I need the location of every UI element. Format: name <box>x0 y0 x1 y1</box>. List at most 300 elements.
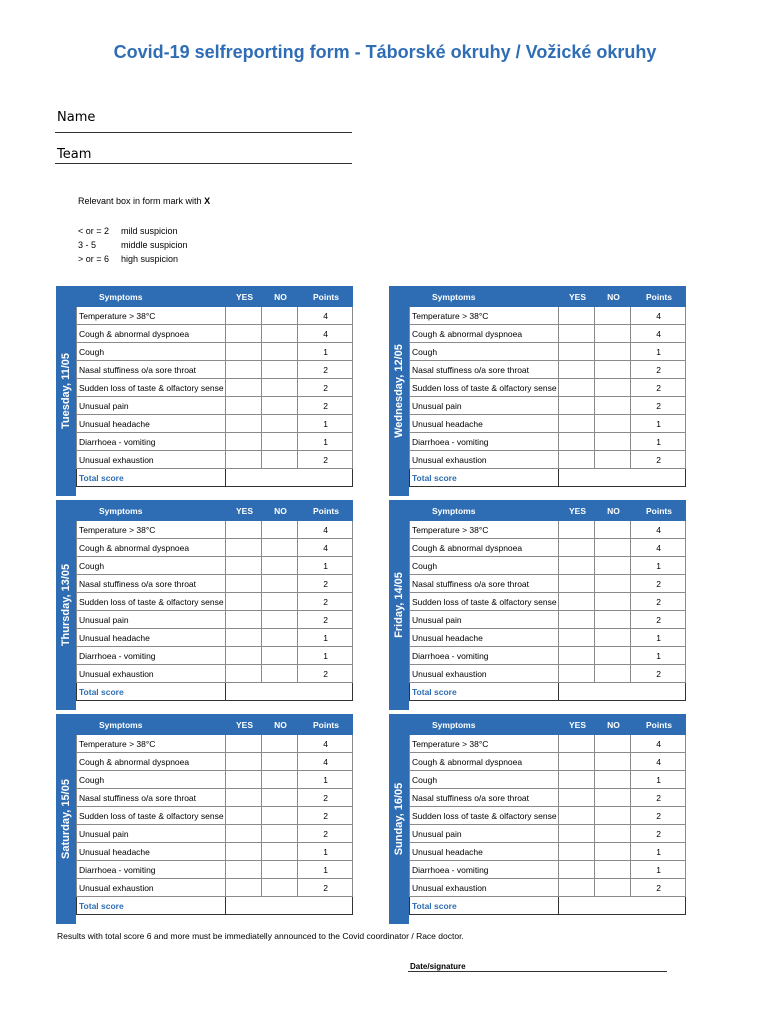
table-row <box>410 629 686 647</box>
table-row <box>410 611 686 629</box>
yes-checkbox[interactable] <box>226 557 262 575</box>
no-checkbox[interactable] <box>595 807 631 825</box>
yes-checkbox[interactable] <box>559 521 595 539</box>
table-header <box>77 287 353 307</box>
yes-checkbox[interactable] <box>559 861 595 879</box>
symptom-table <box>76 714 353 915</box>
symptom-points: 4 <box>298 307 353 325</box>
day-label: Thursday, 13/05 <box>60 563 72 647</box>
symptom-points: 2 <box>298 807 353 825</box>
no-checkbox[interactable] <box>262 343 298 361</box>
symptom-name: Temperature > 38°C <box>77 735 226 753</box>
header-no: NO <box>262 715 298 735</box>
no-checkbox[interactable] <box>262 807 298 825</box>
symptom-points: 4 <box>631 307 686 325</box>
no-checkbox[interactable] <box>262 451 298 469</box>
symptom-points: 4 <box>631 735 686 753</box>
symptom-points: 1 <box>298 557 353 575</box>
yes-checkbox[interactable] <box>226 379 262 397</box>
total-score-field[interactable] <box>559 683 686 701</box>
no-checkbox[interactable] <box>595 735 631 753</box>
no-checkbox[interactable] <box>262 379 298 397</box>
symptom-name: Unusual pain <box>410 397 559 415</box>
no-checkbox[interactable] <box>262 735 298 753</box>
no-checkbox[interactable] <box>262 415 298 433</box>
symptom-points: 4 <box>631 521 686 539</box>
symptom-points: 1 <box>631 557 686 575</box>
symptom-name: Nasal stuffiness o/a sore throat <box>410 361 559 379</box>
symptom-points: 1 <box>298 629 353 647</box>
symptom-points: 2 <box>631 379 686 397</box>
symptom-name: Cough & abnormal dyspnoea <box>410 325 559 343</box>
legend-range: < or = 2 <box>78 226 110 236</box>
no-checkbox[interactable] <box>262 843 298 861</box>
yes-checkbox[interactable] <box>226 307 262 325</box>
no-checkbox[interactable] <box>595 611 631 629</box>
no-checkbox[interactable] <box>262 575 298 593</box>
table-row <box>77 325 353 343</box>
table-row <box>410 807 686 825</box>
team-label: Team <box>57 147 92 162</box>
symptom-name: Unusual exhaustion <box>410 451 559 469</box>
no-checkbox[interactable] <box>262 433 298 451</box>
yes-checkbox[interactable] <box>226 789 262 807</box>
yes-checkbox[interactable] <box>559 789 595 807</box>
table-row <box>410 343 686 361</box>
header-points: Points <box>631 501 686 521</box>
no-checkbox[interactable] <box>262 861 298 879</box>
table-row <box>77 611 353 629</box>
table-row <box>410 647 686 665</box>
no-checkbox[interactable] <box>262 611 298 629</box>
table-row <box>410 575 686 593</box>
no-checkbox[interactable] <box>595 361 631 379</box>
instruction-note <box>78 196 210 206</box>
header-yes: YES <box>226 501 262 521</box>
header-yes: YES <box>559 287 595 307</box>
table-row <box>410 825 686 843</box>
yes-checkbox[interactable] <box>559 379 595 397</box>
symptom-name: Diarrhoea - vomiting <box>410 433 559 451</box>
table-row <box>77 433 353 451</box>
symptom-name: Diarrhoea - vomiting <box>77 433 226 451</box>
symptom-points: 1 <box>298 433 353 451</box>
symptom-table <box>76 500 353 701</box>
yes-checkbox[interactable] <box>226 593 262 611</box>
day-band <box>56 714 76 924</box>
no-checkbox[interactable] <box>595 557 631 575</box>
symptom-name: Unusual pain <box>77 825 226 843</box>
symptom-name: Cough & abnormal dyspnoea <box>77 753 226 771</box>
table-row <box>410 735 686 753</box>
symptom-points: 2 <box>298 789 353 807</box>
no-checkbox[interactable] <box>262 647 298 665</box>
yes-checkbox[interactable] <box>226 361 262 379</box>
symptom-points: 4 <box>298 735 353 753</box>
table-row <box>77 879 353 897</box>
yes-checkbox[interactable] <box>226 735 262 753</box>
yes-checkbox[interactable] <box>559 665 595 683</box>
no-checkbox[interactable] <box>595 575 631 593</box>
symptom-points: 2 <box>631 807 686 825</box>
yes-checkbox[interactable] <box>226 397 262 415</box>
table-row <box>410 593 686 611</box>
no-checkbox[interactable] <box>595 665 631 683</box>
no-checkbox[interactable] <box>262 521 298 539</box>
no-checkbox[interactable] <box>595 753 631 771</box>
symptom-points: 2 <box>298 825 353 843</box>
no-checkbox[interactable] <box>595 879 631 897</box>
day-band <box>389 286 409 496</box>
yes-checkbox[interactable] <box>559 397 595 415</box>
table-row <box>77 451 353 469</box>
symptom-name: Unusual pain <box>77 397 226 415</box>
header-symptoms: Symptoms <box>77 501 226 521</box>
no-checkbox[interactable] <box>262 789 298 807</box>
symptom-name: Sudden loss of taste & olfactory sense <box>410 807 559 825</box>
symptom-points: 2 <box>298 361 353 379</box>
no-checkbox[interactable] <box>595 843 631 861</box>
table-row <box>410 539 686 557</box>
day-band <box>56 500 76 710</box>
table-row <box>77 575 353 593</box>
symptom-name: Temperature > 38°C <box>410 307 559 325</box>
no-checkbox[interactable] <box>595 415 631 433</box>
total-score-field[interactable] <box>226 897 353 915</box>
symptom-name: Unusual exhaustion <box>77 451 226 469</box>
table-row <box>77 861 353 879</box>
symptom-name: Sudden loss of taste & olfactory sense <box>410 593 559 611</box>
no-checkbox[interactable] <box>262 397 298 415</box>
table-row <box>410 415 686 433</box>
no-checkbox[interactable] <box>595 397 631 415</box>
yes-checkbox[interactable] <box>226 575 262 593</box>
no-checkbox[interactable] <box>262 325 298 343</box>
symptom-points: 1 <box>298 343 353 361</box>
yes-checkbox[interactable] <box>559 647 595 665</box>
symptom-name: Unusual pain <box>77 611 226 629</box>
symptom-points: 2 <box>631 879 686 897</box>
symptom-points: 4 <box>631 753 686 771</box>
header-points: Points <box>298 501 353 521</box>
no-checkbox[interactable] <box>262 557 298 575</box>
yes-checkbox[interactable] <box>559 539 595 557</box>
symptom-points: 2 <box>298 397 353 415</box>
header-no: NO <box>595 287 631 307</box>
legend-row <box>78 226 178 236</box>
header-points: Points <box>298 715 353 735</box>
symptom-name: Nasal stuffiness o/a sore throat <box>410 789 559 807</box>
symptom-points: 2 <box>298 611 353 629</box>
total-score-field[interactable] <box>226 683 353 701</box>
no-checkbox[interactable] <box>595 433 631 451</box>
no-checkbox[interactable] <box>262 665 298 683</box>
signature-field[interactable] <box>408 971 667 972</box>
total-label: Total score <box>77 469 226 487</box>
yes-checkbox[interactable] <box>559 575 595 593</box>
symptom-name: Unusual headache <box>410 629 559 647</box>
symptom-points: 1 <box>631 415 686 433</box>
yes-checkbox[interactable] <box>559 771 595 789</box>
table-row <box>77 557 353 575</box>
symptom-points: 2 <box>631 575 686 593</box>
symptom-table <box>409 500 686 701</box>
symptom-name: Sudden loss of taste & olfactory sense <box>410 379 559 397</box>
symptom-points: 2 <box>631 397 686 415</box>
table-header <box>410 715 686 735</box>
symptom-points: 1 <box>631 433 686 451</box>
total-label: Total score <box>77 683 226 701</box>
yes-checkbox[interactable] <box>226 843 262 861</box>
symptom-points: 2 <box>631 451 686 469</box>
table-row <box>77 665 353 683</box>
table-row <box>77 843 353 861</box>
symptom-points: 2 <box>298 593 353 611</box>
yes-checkbox[interactable] <box>559 307 595 325</box>
symptom-table <box>409 286 686 487</box>
yes-checkbox[interactable] <box>226 879 262 897</box>
no-checkbox[interactable] <box>595 521 631 539</box>
table-row <box>77 771 353 789</box>
header-symptoms: Symptoms <box>410 501 559 521</box>
symptom-name: Unusual pain <box>410 611 559 629</box>
total-row <box>77 897 353 915</box>
day-band <box>56 286 76 496</box>
no-checkbox[interactable] <box>595 451 631 469</box>
no-checkbox[interactable] <box>262 629 298 647</box>
yes-checkbox[interactable] <box>226 539 262 557</box>
symptom-points: 2 <box>298 879 353 897</box>
symptom-points: 1 <box>631 629 686 647</box>
table-row <box>410 379 686 397</box>
header-yes: YES <box>226 715 262 735</box>
symptom-points: 4 <box>298 539 353 557</box>
symptom-points: 2 <box>631 789 686 807</box>
no-checkbox[interactable] <box>262 771 298 789</box>
header-points: Points <box>631 287 686 307</box>
symptom-points: 1 <box>298 771 353 789</box>
yes-checkbox[interactable] <box>559 843 595 861</box>
yes-checkbox[interactable] <box>559 451 595 469</box>
yes-checkbox[interactable] <box>559 611 595 629</box>
symptom-points: 2 <box>631 593 686 611</box>
legend-meaning: middle suspicion <box>121 240 188 250</box>
yes-checkbox[interactable] <box>226 753 262 771</box>
yes-checkbox[interactable] <box>226 807 262 825</box>
table-row <box>77 415 353 433</box>
yes-checkbox[interactable] <box>226 415 262 433</box>
no-checkbox[interactable] <box>595 307 631 325</box>
total-score-field[interactable] <box>226 469 353 487</box>
header-no: NO <box>262 287 298 307</box>
symptom-name: Unusual headache <box>77 629 226 647</box>
symptom-name: Temperature > 38°C <box>77 521 226 539</box>
symptom-name: Diarrhoea - vomiting <box>77 861 226 879</box>
symptom-points: 4 <box>298 753 353 771</box>
total-row <box>410 683 686 701</box>
symptom-name: Unusual pain <box>410 825 559 843</box>
day-band <box>389 714 409 924</box>
total-row <box>410 897 686 915</box>
symptom-points: 2 <box>631 825 686 843</box>
header-yes: YES <box>226 287 262 307</box>
yes-checkbox[interactable] <box>226 325 262 343</box>
symptom-name: Cough <box>77 343 226 361</box>
symptom-points: 1 <box>631 771 686 789</box>
yes-checkbox[interactable] <box>226 433 262 451</box>
table-row <box>410 557 686 575</box>
yes-checkbox[interactable] <box>226 629 262 647</box>
symptom-name: Nasal stuffiness o/a sore throat <box>77 575 226 593</box>
header-no: NO <box>262 501 298 521</box>
symptom-points: 1 <box>298 415 353 433</box>
no-checkbox[interactable] <box>262 539 298 557</box>
yes-checkbox[interactable] <box>226 521 262 539</box>
header-no: NO <box>595 715 631 735</box>
yes-checkbox[interactable] <box>559 361 595 379</box>
no-checkbox[interactable] <box>595 325 631 343</box>
symptom-points: 4 <box>298 325 353 343</box>
table-row <box>77 647 353 665</box>
table-header <box>410 287 686 307</box>
table-row <box>77 307 353 325</box>
symptom-points: 4 <box>631 539 686 557</box>
symptom-name: Unusual headache <box>77 415 226 433</box>
no-checkbox[interactable] <box>595 629 631 647</box>
name-field[interactable] <box>55 132 352 133</box>
yes-checkbox[interactable] <box>559 879 595 897</box>
no-checkbox[interactable] <box>595 379 631 397</box>
no-checkbox[interactable] <box>262 307 298 325</box>
yes-checkbox[interactable] <box>226 647 262 665</box>
yes-checkbox[interactable] <box>559 753 595 771</box>
table-row <box>410 307 686 325</box>
symptom-name: Temperature > 38°C <box>410 735 559 753</box>
yes-checkbox[interactable] <box>559 415 595 433</box>
symptom-name: Unusual exhaustion <box>410 879 559 897</box>
total-row <box>77 469 353 487</box>
symptom-name: Cough <box>410 343 559 361</box>
yes-checkbox[interactable] <box>559 735 595 753</box>
yes-checkbox[interactable] <box>226 665 262 683</box>
table-row <box>410 753 686 771</box>
no-checkbox[interactable] <box>262 879 298 897</box>
no-checkbox[interactable] <box>595 647 631 665</box>
table-row <box>77 825 353 843</box>
symptom-name: Unusual exhaustion <box>77 665 226 683</box>
yes-checkbox[interactable] <box>226 451 262 469</box>
yes-checkbox[interactable] <box>559 593 595 611</box>
table-row <box>410 843 686 861</box>
symptom-name: Cough & abnormal dyspnoea <box>410 753 559 771</box>
symptom-name: Cough & abnormal dyspnoea <box>410 539 559 557</box>
symptom-name: Sudden loss of taste & olfactory sense <box>77 593 226 611</box>
yes-checkbox[interactable] <box>226 861 262 879</box>
symptom-name: Diarrhoea - vomiting <box>410 861 559 879</box>
yes-checkbox[interactable] <box>226 611 262 629</box>
symptom-points: 1 <box>631 647 686 665</box>
symptom-points: 1 <box>631 343 686 361</box>
table-row <box>410 325 686 343</box>
yes-checkbox[interactable] <box>559 825 595 843</box>
symptom-points: 2 <box>298 665 353 683</box>
day-label: Friday, 14/05 <box>393 572 405 638</box>
legend-meaning: mild suspicion <box>121 226 178 236</box>
no-checkbox[interactable] <box>262 753 298 771</box>
no-checkbox[interactable] <box>595 861 631 879</box>
total-score-field[interactable] <box>559 469 686 487</box>
table-row <box>77 379 353 397</box>
yes-checkbox[interactable] <box>559 557 595 575</box>
yes-checkbox[interactable] <box>226 771 262 789</box>
no-checkbox[interactable] <box>595 771 631 789</box>
total-row <box>410 469 686 487</box>
symptom-points: 1 <box>631 861 686 879</box>
table-header <box>77 715 353 735</box>
symptom-points: 2 <box>631 665 686 683</box>
table-row <box>77 807 353 825</box>
day-band <box>389 500 409 710</box>
symptom-table <box>409 714 686 915</box>
no-checkbox[interactable] <box>262 361 298 379</box>
team-field[interactable] <box>55 163 352 164</box>
symptom-points: 1 <box>298 843 353 861</box>
header-symptoms: Symptoms <box>77 287 226 307</box>
yes-checkbox[interactable] <box>559 325 595 343</box>
table-row <box>77 753 353 771</box>
day-label: Tuesday, 11/05 <box>60 352 72 430</box>
table-row <box>77 397 353 415</box>
header-yes: YES <box>559 501 595 521</box>
no-checkbox[interactable] <box>262 825 298 843</box>
table-header <box>77 501 353 521</box>
signature-label: Date/signature <box>410 962 466 971</box>
yes-checkbox[interactable] <box>559 807 595 825</box>
legend-row <box>78 254 178 264</box>
yes-checkbox[interactable] <box>559 629 595 647</box>
yes-checkbox[interactable] <box>226 825 262 843</box>
symptom-points: 4 <box>298 521 353 539</box>
symptom-name: Cough & abnormal dyspnoea <box>77 325 226 343</box>
no-checkbox[interactable] <box>595 539 631 557</box>
yes-checkbox[interactable] <box>226 343 262 361</box>
symptom-points: 4 <box>631 325 686 343</box>
symptom-name: Cough & abnormal dyspnoea <box>77 539 226 557</box>
no-checkbox[interactable] <box>595 593 631 611</box>
total-label: Total score <box>410 897 559 915</box>
total-label: Total score <box>410 469 559 487</box>
symptom-name: Unusual headache <box>410 415 559 433</box>
footer-note: Results with total score 6 and more must be immediatelly announced to the Covid coordinator / Race doctor. <box>57 931 464 941</box>
yes-checkbox[interactable] <box>559 433 595 451</box>
no-checkbox[interactable] <box>595 789 631 807</box>
symptom-name: Temperature > 38°C <box>410 521 559 539</box>
no-checkbox[interactable] <box>595 825 631 843</box>
symptom-name: Temperature > 38°C <box>77 307 226 325</box>
page-title: Covid-19 selfreporting form - Táborské okruhy / Vožické okruhy <box>113 42 657 62</box>
legend-row <box>78 240 188 250</box>
table-row <box>77 593 353 611</box>
total-score-field[interactable] <box>559 897 686 915</box>
table-row <box>77 629 353 647</box>
no-checkbox[interactable] <box>262 593 298 611</box>
symptom-name: Sudden loss of taste & olfactory sense <box>77 379 226 397</box>
yes-checkbox[interactable] <box>559 343 595 361</box>
symptom-name: Cough <box>77 771 226 789</box>
no-checkbox[interactable] <box>595 343 631 361</box>
table-row <box>410 789 686 807</box>
header-symptoms: Symptoms <box>77 715 226 735</box>
